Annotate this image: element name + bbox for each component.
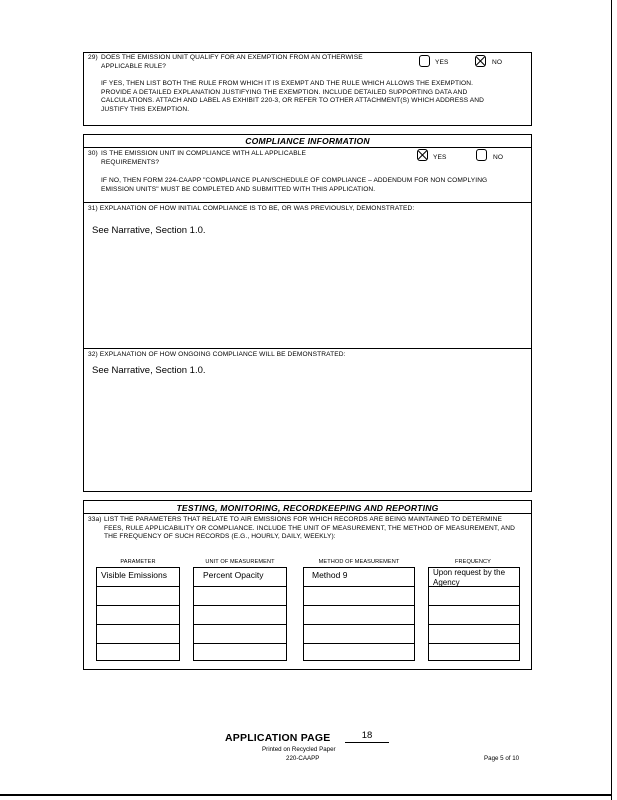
form-id: 220-CAAPP	[286, 755, 320, 762]
q29-section	[83, 52, 532, 126]
divider	[304, 605, 414, 606]
q29-yes-checkbox[interactable]	[419, 55, 430, 67]
frequency-cell[interactable]: Upon request by the Agency	[433, 568, 506, 586]
compliance-section	[83, 134, 532, 492]
q30-yes-checkbox[interactable]	[417, 149, 428, 161]
frequency-column	[428, 567, 520, 661]
q31-label: 31) EXPLANATION OF HOW INITIAL COMPLIANCE IS TO BE, OR WAS PREVIOUSLY, DEMONSTRATED:	[88, 205, 415, 212]
q29-yes-label: YES	[435, 59, 449, 66]
page-number: Page 5 of 10	[484, 755, 520, 762]
application-page-number[interactable]: 18	[345, 730, 389, 743]
unit-column	[193, 567, 287, 661]
compliance-title: COMPLIANCE INFORMATION	[245, 136, 370, 146]
divider	[429, 643, 519, 644]
divider	[304, 624, 414, 625]
q29-question: DOES THE EMISSION UNIT QUALIFY FOR AN EXEMPTION FROM AN OTHERWISE APPLICABLE RULE?	[101, 54, 363, 70]
q31-answer[interactable]: See Narrative, Section 1.0.	[92, 225, 206, 236]
q30-question: IS THE EMISSION UNIT IN COMPLIANCE WITH ALL APPLICABLE REQUIREMENTS?	[101, 150, 306, 166]
q29-number: 29)	[88, 54, 98, 61]
divider	[304, 643, 414, 644]
q29-instructions: IF YES, THEN LIST BOTH THE RULE FROM WHICH IT IS EXEMPT AND THE RULE WHICH ALLOWS THE EXEMPTION. PROVIDE A DETAILED EXPLANATION JUSTIFYING THE EXEMPTION. INCLUDE DETAILED SUPPORTING DATA AND CALCULATIONS. ATTACH AND LABEL AS EXHIBIT 220-3, OR REFER TO OTHER ATTACHMENT(S) WHICH ADDRESS AND JUSTIFY THIS EXEMPTION.	[101, 80, 485, 113]
divider	[97, 586, 179, 587]
application-page-label: APPLICATION PAGE	[225, 732, 331, 744]
divider	[429, 605, 519, 606]
divider	[84, 147, 531, 148]
divider	[304, 586, 414, 587]
column-header-parameter: PARAMETER	[120, 559, 156, 565]
divider	[97, 624, 179, 625]
q30-instructions: IF NO, THEN FORM 224-CAAPP "COMPLIANCE PLAN/SCHEDULE OF COMPLIANCE – ADDENDUM FOR NON COMPLYING EMISSION UNITS" MUST BE COMPLETED AND SUBMITTED WITH THIS APPLICATION.	[101, 177, 488, 193]
testing-section	[83, 500, 532, 670]
divider	[84, 202, 531, 203]
unit-cell[interactable]: Percent Opacity	[203, 570, 264, 580]
scan-edge	[611, 0, 612, 800]
q30-yes-label: YES	[433, 154, 447, 161]
q30-number: 30)	[88, 150, 98, 157]
parameter-cell[interactable]: Visible Emissions	[101, 570, 167, 580]
parameter-column	[96, 567, 180, 661]
divider	[194, 624, 286, 625]
method-column	[303, 567, 415, 661]
scan-edge	[0, 794, 611, 796]
divider	[429, 624, 519, 625]
column-header-frequency: FREQUENCY	[454, 559, 492, 565]
divider	[97, 605, 179, 606]
column-header-method: METHOD OF MEASUREMENT	[318, 559, 400, 565]
divider	[194, 586, 286, 587]
q30-no-checkbox[interactable]	[476, 149, 487, 161]
q33a-number: 33a)	[88, 516, 102, 523]
divider	[84, 348, 531, 349]
divider	[97, 643, 179, 644]
printed-note: Printed on Recycled Paper	[262, 746, 336, 753]
divider	[194, 605, 286, 606]
q33a-text: LIST THE PARAMETERS THAT RELATE TO AIR EMISSIONS FOR WHICH RECORDS ARE BEING MAINTAINED TO DETERMINE FEES, RULE APPLICABILITY OR COMPLIANCE. INCLUDE THE UNIT OF MEASUREMENT, THE METHOD OF MEASUREMENT, AND THE FREQUENCY OF SUCH RECORDS (E.G., HOURLY, DAILY, WEEKLY):	[104, 516, 515, 541]
q29-no-label: NO	[492, 59, 503, 66]
q29-no-checkbox[interactable]	[475, 55, 486, 67]
method-cell[interactable]: Method 9	[312, 570, 348, 580]
column-header-unit: UNIT OF MEASUREMENT	[205, 559, 275, 565]
divider	[429, 586, 519, 587]
divider	[84, 513, 531, 514]
q30-no-label: NO	[493, 154, 504, 161]
q32-label: 32) EXPLANATION OF HOW ONGOING COMPLIANCE WILL BE DEMONSTRATED:	[88, 351, 346, 358]
divider	[194, 643, 286, 644]
testing-title: TESTING, MONITORING, RECORDKEEPING AND REPORTING	[176, 503, 439, 513]
q32-answer[interactable]: See Narrative, Section 1.0.	[92, 365, 206, 376]
